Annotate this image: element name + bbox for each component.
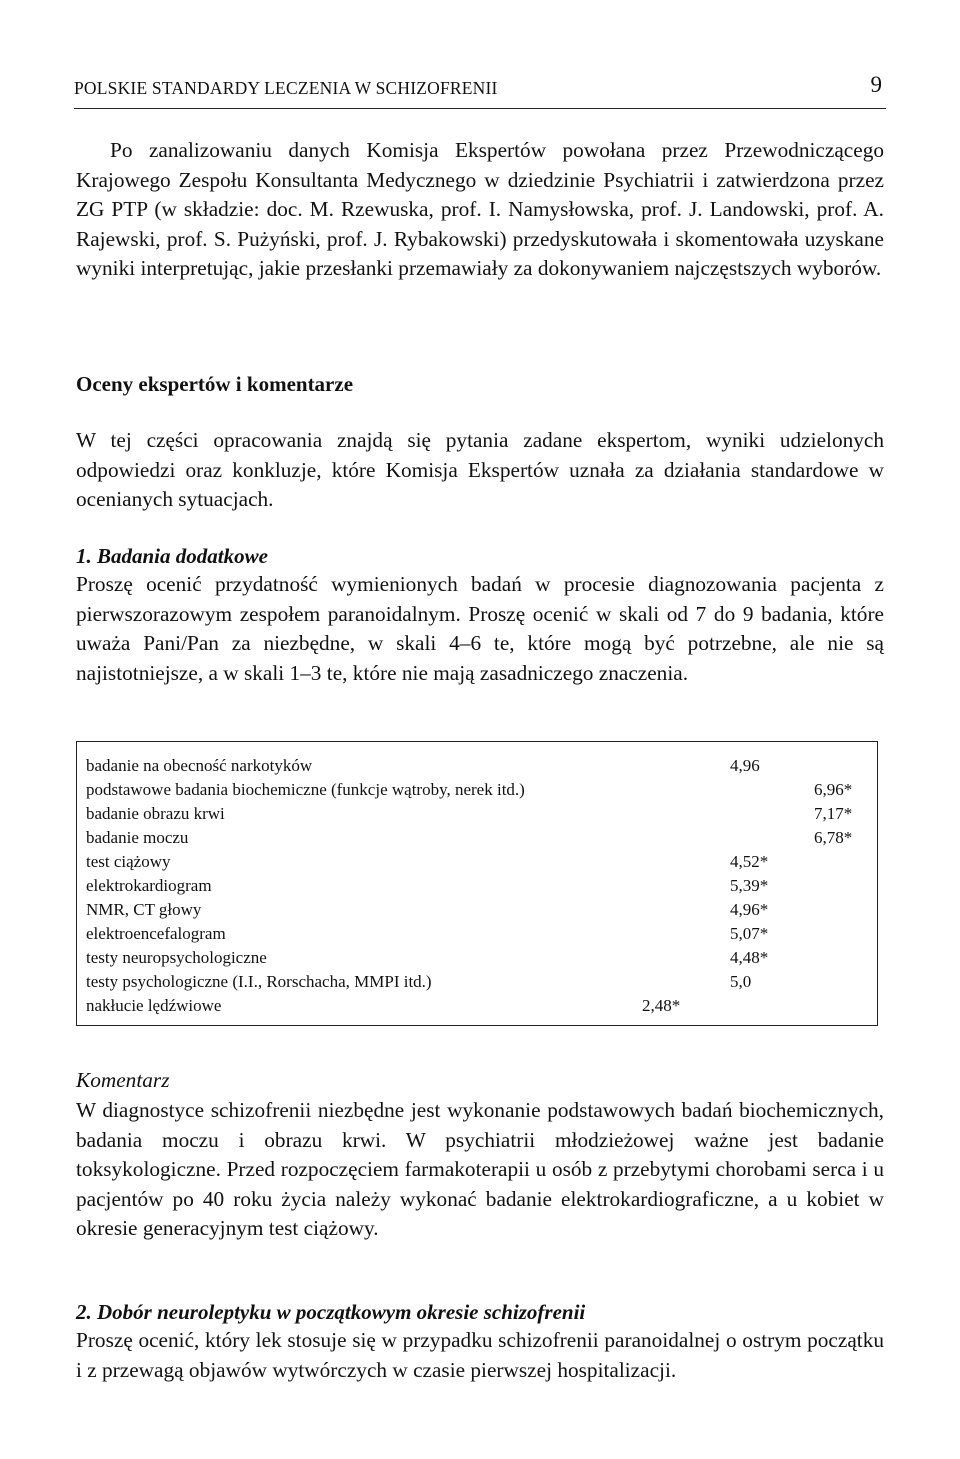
section-heading: Oceny ekspertów i komentarze (76, 372, 354, 396)
question-2-heading: 2. Dobór neuroleptyku w początkowym okresie schizofrenii (76, 1300, 586, 1324)
row-label: badanie obrazu krwi (86, 804, 225, 823)
question-1-paragraph: Proszę ocenić przydatność wymienionych badań w procesie diagnozowania pacjenta z pierwszorazowym zespołem paranoidalnym. Proszę ocenić w skali od 7 do 9 badania, które uważa Pani/Pan za niezbędne, w skali 4–6 te, które mogą być potrzebne, ale nie są najistotniejsze, a w skali 1–3 te, które nie mają zasadniczego znaczenia. (76, 572, 884, 685)
row-score: 4,48* (730, 948, 769, 967)
row-score: 5,39* (730, 876, 769, 895)
row-label: elektrokardiogram (86, 876, 212, 895)
row-label: badanie moczu (86, 828, 189, 847)
intro-paragraph: Po zanalizowaniu danych Komisja Ekspertów powołana przez Przewodniczącego Krajowego Zespołu Konsultanta Medycznego w dziedzinie Psychiatrii i zatwierdzona przez ZG PTP (w składzie: doc. M. Rzewuska, prof. I. Namysłowska, prof. J. Landowski, prof. A. Rajewski, prof. S. Pużyński, prof. J. Rybakowski) przedyskutowała i skomentowała uzyskane wyniki interpretując, jakie przesłanki przemawiały za dokonywaniem najczęstszych wyborów. (76, 138, 884, 281)
comment-label: Komentarz (76, 1068, 170, 1092)
table-row (86, 778, 876, 802)
comment-paragraph: W diagnostyce schizofrenii niezbędne jest wykonanie podstawowych badań biochemicznych, badania moczu i obrazu krwi. W psychiatrii młodzieżowej ważne jest badanie toksykologiczne. Przed rozpoczęciem farmakoterapii u osób z przebytymi chorobami serca i u pacjentów po 40 roku życia należy wykonać badanie elektrokardiograficzne, a u kobiet w okresie generacyjnym test ciążowy. (76, 1098, 884, 1241)
row-score: 5,0 (730, 972, 752, 991)
table-row (86, 754, 876, 778)
table-row (86, 970, 876, 994)
table-row (86, 922, 876, 946)
row-score: 6,96* (814, 780, 853, 799)
row-score: 5,07* (730, 924, 769, 943)
question-1-heading: 1. Badania dodatkowe (76, 544, 268, 568)
row-score: 7,17* (814, 804, 853, 823)
running-title: POLSKIE STANDARDY LECZENIA W SCHIZOFRENII (74, 78, 498, 98)
running-header (74, 74, 886, 109)
section-paragraph: W tej części opracowania znajdą się pytania zadane ekspertom, wyniki udzielonych odpowiedzi oraz konkluzje, które Komisja Ekspertów uznała za działania standardowe w ocenianych sytuacjach. (76, 428, 884, 512)
table-row (86, 994, 876, 1018)
row-label: test ciążowy (86, 852, 171, 871)
table-row (86, 826, 876, 850)
row-label: testy neuropsychologiczne (86, 948, 267, 967)
row-score: 4,96 (730, 756, 760, 775)
question-2-paragraph: Proszę ocenić, który lek stosuje się w przypadku schizofrenii paranoidalnej o ostrym początku i z przewagą objawów wytwórczych w czasie pierwszej hospitalizacji. (76, 1328, 884, 1382)
table-row (86, 802, 876, 826)
row-score: 6,78* (814, 828, 853, 847)
row-label: nakłucie lędźwiowe (86, 996, 222, 1015)
row-label: testy psychologiczne (I.I., Rorschacha, MMPI itd.) (86, 972, 432, 991)
table-row (86, 898, 876, 922)
table-row (86, 946, 876, 970)
table-row (86, 874, 876, 898)
row-label: podstawowe badania biochemiczne (funkcje wątroby, nerek itd.) (86, 780, 525, 799)
page-number: 9 (870, 72, 882, 97)
row-label: badanie na obecność narkotyków (86, 756, 313, 775)
row-score: 2,48* (642, 996, 681, 1015)
table-row (86, 850, 876, 874)
row-label: NMR, CT głowy (86, 900, 202, 919)
row-label: elektroencefalogram (86, 924, 226, 943)
ratings-table (76, 741, 878, 1026)
row-score: 4,52* (730, 852, 769, 871)
row-score: 4,96* (730, 900, 769, 919)
